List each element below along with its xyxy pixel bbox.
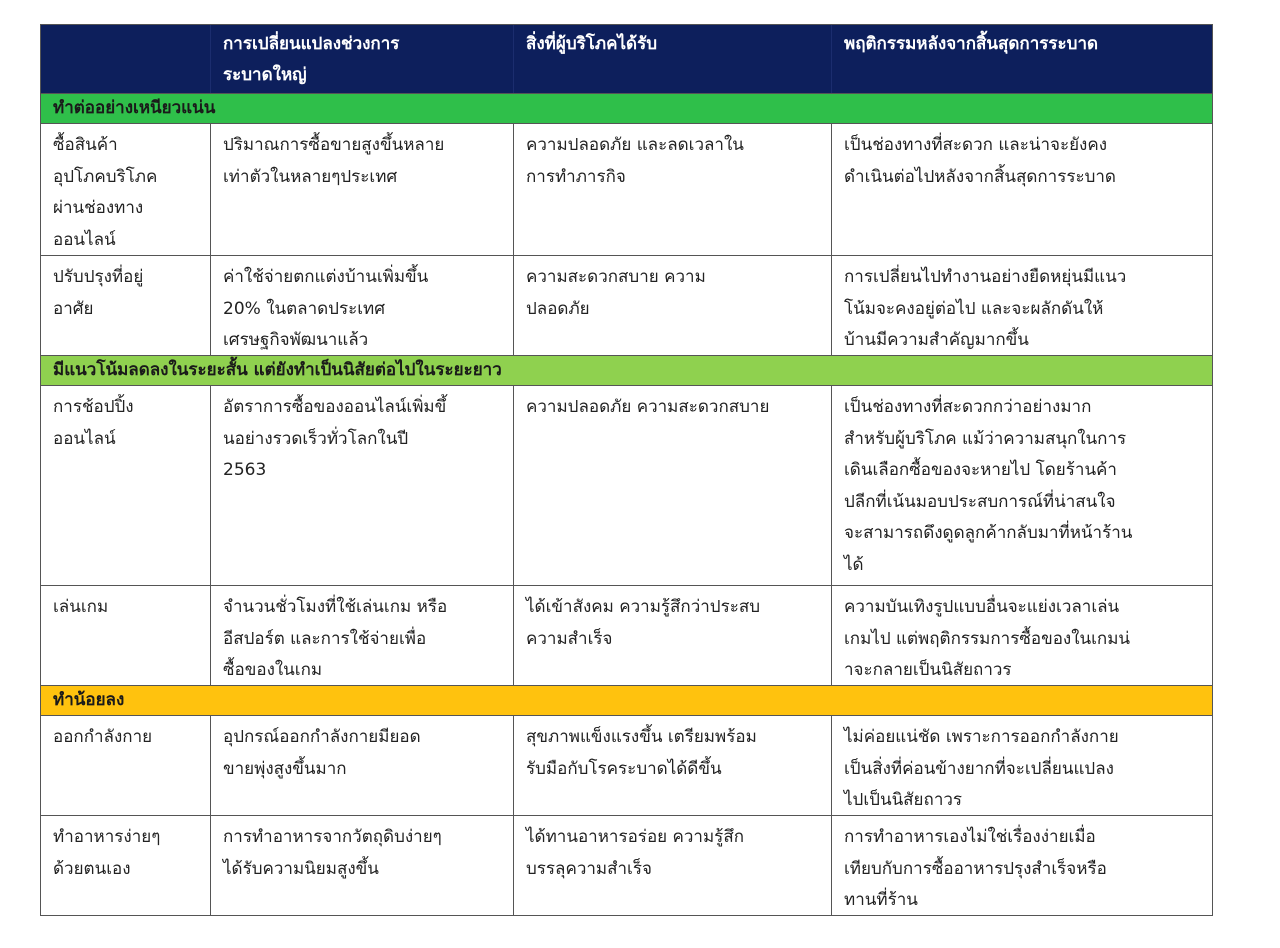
row-activity-cell: ซื้อสินค้า อุปโภคบริโภค ผ่านช่องทาง ออนไลน์ bbox=[53, 135, 158, 250]
row-change-cell: การทำอาหารจากวัตถุดิบง่ายๆ ได้รับความนิยมสูงขึ้น bbox=[210, 816, 513, 915]
row-activity-cell: การช้อปปิ้ง ออนไลน์ bbox=[53, 397, 134, 449]
table-row bbox=[41, 715, 1212, 815]
row-behavior-cell: ไม่ค่อยแน่ชัด เพราะการออกกำลังกาย เป็นสิ่งที่ค่อนข้างยากที่จะเปลี่ยนแปลง ไปเป็นนิสัยถาวร bbox=[831, 716, 1212, 815]
section-row-doing-less bbox=[41, 685, 1212, 715]
row-behavior-cell: การทำอาหารเองไม่ใช่เรื่องง่ายเมื่อ เทียบกับการซื้ออาหารปรุงสำเร็จหรือ ทานที่ร้าน bbox=[831, 816, 1212, 915]
header-cell-consumer-benefit: สิ่งที่ผู้บริโภคได้รับ bbox=[513, 25, 831, 93]
row-benefit-cell: ความปลอดภัย และลดเวลาใน การทำภารกิจ bbox=[513, 124, 831, 255]
header-cell-pandemic-change: การเปลี่ยนแปลงช่วงการ ระบาดใหญ่ bbox=[210, 25, 513, 93]
section-row-short-term-decline bbox=[41, 355, 1212, 385]
table-row bbox=[41, 255, 1212, 355]
row-behavior-cell: การเปลี่ยนไปทำงานอย่างยืดหยุ่นมีแนว โน้มจะคงอยู่ต่อไป และจะผลักดันให้ บ้านมีความสำคัญมากขึ้น bbox=[831, 256, 1212, 355]
row-behavior-cell: เป็นช่องทางที่สะดวก และน่าจะยังคง ดำเนินต่อไปหลังจากสิ้นสุดการระบาด bbox=[831, 124, 1212, 255]
behavior-table bbox=[40, 24, 1213, 916]
row-change-cell: อัตราการซื้อของออนไลน์เพิ่มขึ้ นอย่างรวดเร็วทั่วโลกในปี 2563 bbox=[210, 386, 513, 585]
row-behavior-cell: เป็นช่องทางที่สะดวกกว่าอย่างมาก สำหรับผู้บริโภค แม้ว่าความสนุกในการ เดินเลือกซื้อของจะหายไป โดยร้านค้า ปลีกที่เน้นมอบประสบการณ์ที่น่าสนใจ จะสามารถดึงดูดลูกค้ากลับมาที่หน้าร้าน ได้ bbox=[831, 386, 1212, 585]
row-benefit-cell: สุขภาพแข็งแรงขึ้น เตรียมพร้อม รับมือกับโรคระบาดได้ดีขึ้น bbox=[513, 716, 831, 815]
table-row bbox=[41, 585, 1212, 685]
table-row bbox=[41, 123, 1212, 255]
row-change-cell: ค่าใช้จ่ายตกแต่งบ้านเพิ่มขึ้น 20% ในตลาดประเทศ เศรษฐกิจพัฒนาแล้ว bbox=[210, 256, 513, 355]
section-row-sustained bbox=[41, 93, 1212, 123]
table-header-row bbox=[41, 25, 1212, 93]
row-benefit-cell: ได้เข้าสังคม ความรู้สึกว่าประสบ ความสำเร็จ bbox=[513, 586, 831, 685]
row-activity-cell: ทำอาหารง่ายๆ ด้วยตนเอง bbox=[53, 827, 161, 879]
header-cell-post-pandemic-behavior: พฤติกรรมหลังจากสิ้นสุดการระบาด bbox=[831, 25, 1212, 93]
row-change-cell: ปริมาณการซื้อขายสูงขึ้นหลาย เท่าตัวในหลายๆประเทศ bbox=[210, 124, 513, 255]
section-title: ทำน้อยลง bbox=[53, 690, 125, 710]
row-benefit-cell: ได้ทานอาหารอร่อย ความรู้สึก บรรลุความสำเร็จ bbox=[513, 816, 831, 915]
row-benefit-cell: ความสะดวกสบาย ความ ปลอดภัย bbox=[513, 256, 831, 355]
section-title: ทำต่ออย่างเหนียวแน่น bbox=[53, 98, 216, 118]
row-benefit-cell: ความปลอดภัย ความสะดวกสบาย bbox=[513, 386, 831, 585]
header-cell-empty bbox=[41, 25, 210, 93]
section-title: มีแนวโน้มลดลงในระยะสั้น แต่ยังทำเป็นนิสัยต่อไปในระยะยาว bbox=[53, 360, 502, 380]
row-activity-cell: ออกกำลังกาย bbox=[53, 727, 153, 747]
row-behavior-cell: ความบันเทิงรูปแบบอื่นจะแย่งเวลาเล่น เกมไป แต่พฤติกรรมการซื้อของในเกมน่ าจะกลายเป็นนิสัยถาวร bbox=[831, 586, 1212, 685]
row-change-cell: จำนวนชั่วโมงที่ใช้เล่นเกม หรือ อีสปอร์ต และการใช้จ่ายเพื่อ ซื้อของในเกม bbox=[210, 586, 513, 685]
row-activity-cell: ปรับปรุงที่อยู่ อาศัย bbox=[53, 267, 144, 319]
row-activity-cell: เล่นเกม bbox=[53, 597, 109, 617]
row-change-cell: อุปกรณ์ออกกำลังกายมียอด ขายพุ่งสูงขึ้นมาก bbox=[210, 716, 513, 815]
table-row bbox=[41, 815, 1212, 915]
table-row bbox=[41, 385, 1212, 585]
